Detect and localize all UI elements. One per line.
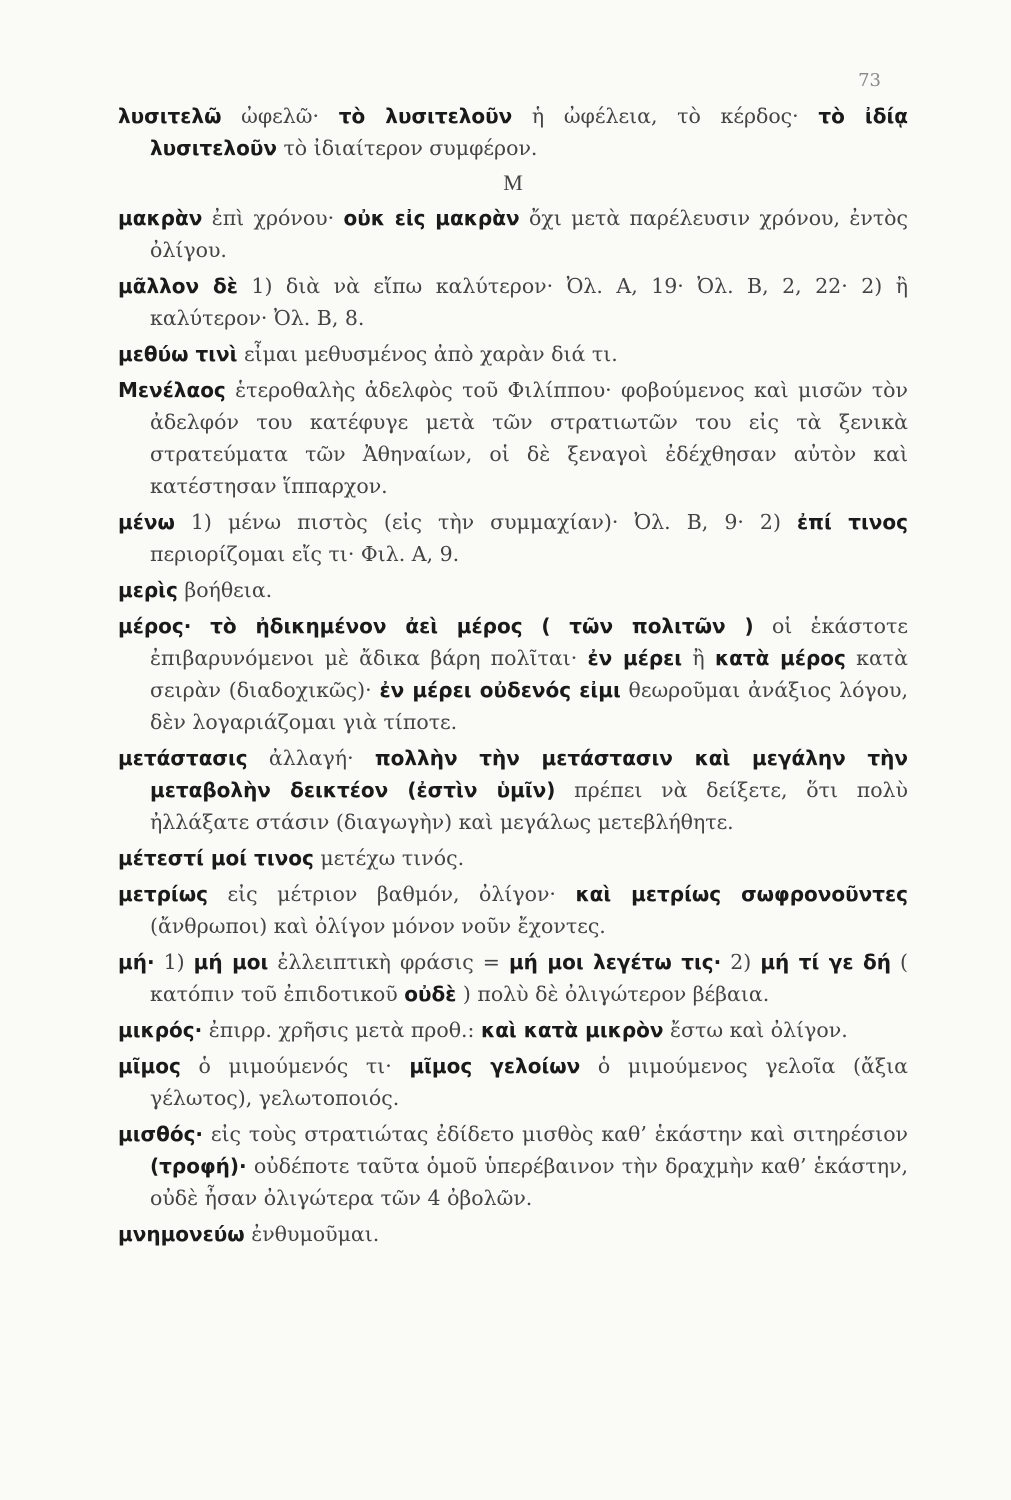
entry-headword: μή μοι (193, 950, 269, 974)
dictionary-entry (118, 610, 908, 738)
entry-headword: μῖμος (118, 1054, 181, 1078)
entry-definition: ἑτεροθαλὴς ἀδελφὸς τοῦ Φιλίππου· φοβούμενος καὶ μισῶν τὸν ἀδελφόν του κατέφυγε μετὰ τῶν στρατιωτῶν του εἰς τὰ ξενικὰ στρατεύματα τῶν Ἀθηναίων, οἱ δὲ ξεναγοὶ ἐδέχθησαν αὐτὸν καὶ κατέστησαν ἵππαρχον. (150, 378, 908, 498)
entry-headword: μή τί γε δή (760, 950, 891, 974)
entry-definition: 2) (721, 950, 761, 974)
entry-headword: μετρίως (118, 882, 208, 906)
entry-headword: ἐν μέρει (587, 646, 683, 670)
entry-headword: μερὶς (118, 578, 178, 602)
entry-definition: ὄχι μετὰ παρέλευσιν χρόνου, ἐντὸς ὀλίγου. (150, 206, 908, 262)
entries-before-section (118, 100, 908, 164)
entry-definition: ὁ μιμούμενός τι· (180, 1054, 410, 1078)
dictionary-entry (118, 1118, 908, 1214)
dictionary-entry (118, 742, 908, 838)
entry-definition: ἐπὶ χρόνου· (202, 206, 344, 230)
entry-headword: τὸ ἰδίᾳ λυσιτελοῦν (150, 104, 908, 160)
entry-definition: ἔστω καὶ ὀλίγον. (663, 1018, 848, 1042)
entry-definition: ) πολὺ δὲ ὀλιγώτερον βέβαια. (456, 982, 770, 1006)
entry-definition: βοήθεια. (177, 578, 273, 602)
entry-headword: μικρός· (118, 1018, 203, 1042)
dictionary-entry (118, 574, 908, 606)
entry-headword: μῖμος γελοίων (409, 1054, 581, 1078)
entry-definition: οἱ ἑκάστοτε ἐπιβαρυνόμενοι μὲ ἄδικα βάρη πολῖται· (150, 614, 908, 670)
entry-headword: μᾶλλον δὲ (118, 274, 238, 298)
entry-definition: ἡ ὠφέλεια, τὸ κέρδος· (512, 104, 819, 128)
entry-headword: Μενέλαος (118, 378, 226, 402)
dictionary-entry (118, 202, 908, 266)
entry-definition: ὁ μιμούμενος γελοῖα (ἄξια γέλωτος), γελωτοποιός. (150, 1054, 908, 1110)
entry-headword: μακρὰν (118, 206, 203, 230)
entry-definition: θεωροῦμαι ἀνάξιος λόγου, δὲν λογαριάζομαι γιὰ τίποτε. (150, 678, 908, 734)
entry-definition: εἶμαι μεθυσμένος ἀπὸ χαρὰν διά τι. (237, 342, 618, 366)
entry-headword: μή μοι λεγέτω τις· (508, 950, 722, 974)
entry-headword: οὐδὲ (404, 982, 457, 1006)
dictionary-entry (118, 374, 908, 502)
page-number: 73 (858, 70, 881, 91)
entry-definition: περιορίζομαι εἴς τι· Φιλ. Α, 9. (150, 542, 460, 566)
entry-headword: οὐκ εἰς μακρὰν (343, 206, 520, 230)
entry-definition: 1) διὰ νὰ εἴπω καλύτερον· Ὀλ. Α, 19· Ὀλ. Β, 2, 22· 2) ἢ καλύτερον· Ὀλ. Β, 8. (150, 274, 909, 330)
dictionary-entry (118, 1218, 908, 1250)
entry-headword: (τροφή)· (150, 1154, 247, 1178)
entry-headword: πολλὴν τὴν μετάστασιν καὶ μεγάλην τὴν μεταβολὴν δεικτέον (ἐστὶν ὑμῖν) (150, 746, 908, 802)
entry-headword: λυσιτελῶ (118, 104, 222, 128)
entry-definition: εἰς τοὺς στρατιώτας ἐδίδετο μισθὸς καθ’ ἑκάστην καὶ σιτηρέσιον (203, 1122, 908, 1146)
entry-definition: κατὰ σειρὰν (διαδοχικῶς)· (150, 646, 908, 702)
entry-headword: ἐπί τινος (797, 510, 908, 534)
entry-headword: μένω (118, 510, 175, 534)
entry-definition: (ἄνθρωποι) καὶ ὀλίγον μόνον νοῦν ἔχοντες. (150, 914, 606, 938)
dictionary-entry (118, 338, 908, 370)
dictionary-entry (118, 506, 908, 570)
dictionary-entry (118, 1014, 908, 1046)
dictionary-entry (118, 270, 908, 334)
entry-headword: μέρος· τὸ ἠδικημένον ἀεὶ μέρος ( τῶν πολιτῶν ) (118, 614, 754, 638)
dictionary-entry (118, 1050, 908, 1114)
entry-definition: 1) μένω πιστὸς (εἰς τὴν συμμαχίαν)· Ὀλ. Β, 9· 2) (174, 510, 797, 534)
entry-headword: καὶ μετρίως σωφρονοῦντες (575, 882, 908, 906)
entry-definition: ἐνθυμοῦμαι. (244, 1222, 380, 1246)
entry-headword: μνημονεύω (118, 1222, 245, 1246)
entry-headword: μισθός· (118, 1122, 204, 1146)
entry-headword: καὶ κατὰ μικρὸν (480, 1018, 664, 1042)
section-letter-heading: Μ (503, 170, 523, 195)
entry-definition: τὸ ἰδιαίτερον συμφέρον. (276, 136, 538, 160)
entry-definition: ἢ (682, 646, 715, 670)
entries-section-m (118, 202, 908, 1250)
dictionary-entry (118, 946, 908, 1010)
entry-definition: ( κατόπιν τοῦ ἐπιδοτικοῦ (150, 950, 909, 1006)
dictionary-entry (118, 878, 908, 942)
entry-headword: τὸ λυσιτελοῦν (338, 104, 513, 128)
dictionary-entry (118, 100, 908, 164)
entry-headword: μή· (118, 950, 155, 974)
entry-definition: ὠφελῶ· (221, 104, 339, 128)
dictionary-entry (118, 842, 908, 874)
entry-definition: ἐλλειπτικὴ φράσις = (268, 950, 509, 974)
entry-definition: οὐδέποτε ταῦτα ὁμοῦ ὑπερέβαινον τὴν δραχμὴν καθ’ ἑκάστην, οὐδὲ ἦσαν ὀλιγώτερα τῶν 4 ὀβολῶν. (150, 1154, 908, 1210)
entry-definition: πρέπει νὰ δείξετε, ὅτι πολὺ ἠλλάξατε στάσιν (διαγωγὴν) καὶ μεγάλως μετεβλήθητε. (150, 778, 909, 834)
entry-headword: μέτεστί μοί τινος (118, 846, 314, 870)
entries-list (118, 100, 908, 1254)
entry-definition: μετέχω τινός. (313, 846, 465, 870)
entry-definition: ἀλλαγή· (247, 746, 375, 770)
entry-definition: 1) (154, 950, 194, 974)
entry-headword: κατὰ μέρος (714, 646, 846, 670)
entry-definition: εἰς μέτριον βαθμόν, ὀλίγον· (207, 882, 576, 906)
entry-headword: μεθύω τινὶ (118, 342, 238, 366)
entry-headword: ἐν μέρει οὐδενός εἰμι (379, 678, 621, 702)
entry-headword: μετάστασις (118, 746, 248, 770)
entry-definition: ἐπιρρ. χρῆσις μετὰ προθ.: (202, 1018, 481, 1042)
